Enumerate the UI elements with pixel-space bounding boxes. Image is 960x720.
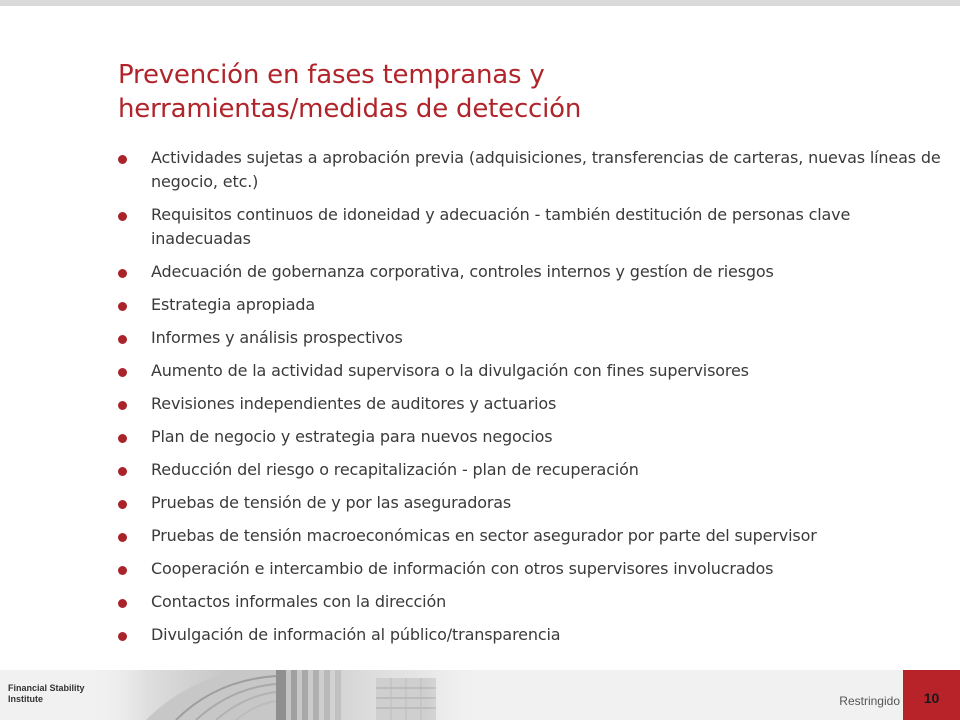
bullet-dot-icon xyxy=(118,368,127,377)
bullet-text: Requisitos continuos de idoneidad y adecuación - también destitución de personas clave inadecuadas xyxy=(151,205,851,248)
bullet-dot-icon xyxy=(118,500,127,509)
bullet-list xyxy=(118,146,948,656)
bullet-dot-icon xyxy=(118,335,127,344)
bullet-dot-icon xyxy=(118,533,127,542)
bullet-dot-icon xyxy=(118,566,127,575)
fsi-logo xyxy=(8,683,85,705)
page-number: 10 xyxy=(923,690,940,706)
bullet-item xyxy=(118,203,948,251)
bullet-item xyxy=(118,491,948,515)
bullet-dot-icon xyxy=(118,269,127,278)
bullet-text: Plan de negocio y estrategia para nuevos negocios xyxy=(151,427,553,446)
bullet-item xyxy=(118,458,948,482)
bullet-item xyxy=(118,590,948,614)
bullet-item xyxy=(118,146,948,194)
bullet-item xyxy=(118,293,948,317)
bullet-dot-icon xyxy=(118,434,127,443)
bullet-dot-icon xyxy=(118,212,127,221)
bullet-item xyxy=(118,557,948,581)
fsi-logo-line-2: Institute xyxy=(8,694,43,704)
top-bar xyxy=(0,0,960,6)
bullet-text: Actividades sujetas a aprobación previa (adquisiciones, transferencias de carteras, nuevas líneas de negocio, etc.) xyxy=(151,148,941,191)
bullet-text: Aumento de la actividad supervisora o la divulgación con fines supervisores xyxy=(151,361,749,380)
bullet-text: Contactos informales con la dirección xyxy=(151,592,447,611)
bullet-text: Adecuación de gobernanza corporativa, controles internos y gestíon de riesgos xyxy=(151,262,774,281)
bullet-dot-icon xyxy=(118,302,127,311)
bullet-item xyxy=(118,623,948,647)
bullet-text: Pruebas de tensión macroeconómicas en sector asegurador por parte del supervisor xyxy=(151,526,817,545)
bullet-item xyxy=(118,326,948,350)
bullet-item xyxy=(118,359,948,383)
bullet-text: Cooperación e intercambio de información con otros supervisores involucrados xyxy=(151,559,774,578)
bullet-item xyxy=(118,392,948,416)
slide-title xyxy=(118,58,938,126)
bullet-text: Revisiones independientes de auditores y actuarios xyxy=(151,394,557,413)
bullet-text: Divulgación de información al público/transparencia xyxy=(151,625,561,644)
bullet-dot-icon xyxy=(118,155,127,164)
bullet-dot-icon xyxy=(118,401,127,410)
bullet-text: Pruebas de tensión de y por las aseguradoras xyxy=(151,493,512,512)
fsi-logo-line-1: Financial Stability xyxy=(8,683,85,693)
bullet-text: Estrategia apropiada xyxy=(151,295,316,314)
bullet-item xyxy=(118,425,948,449)
slide-title-line-2: herramientas/medidas de detección xyxy=(118,94,582,124)
bullet-item xyxy=(118,524,948,548)
bullet-dot-icon xyxy=(118,599,127,608)
bullet-dot-icon xyxy=(118,467,127,476)
slide-title-line-1: Prevención en fases tempranas y xyxy=(118,60,545,90)
bullet-text: Reducción del riesgo o recapitalización - plan de recuperación xyxy=(151,460,639,479)
bullet-text: Informes y análisis prospectivos xyxy=(151,328,403,347)
bullet-item xyxy=(118,260,948,284)
building-photo xyxy=(86,670,486,720)
bullet-dot-icon xyxy=(118,632,127,641)
classification-label: Restringido xyxy=(839,694,900,708)
building-photo-graphic xyxy=(86,670,486,720)
